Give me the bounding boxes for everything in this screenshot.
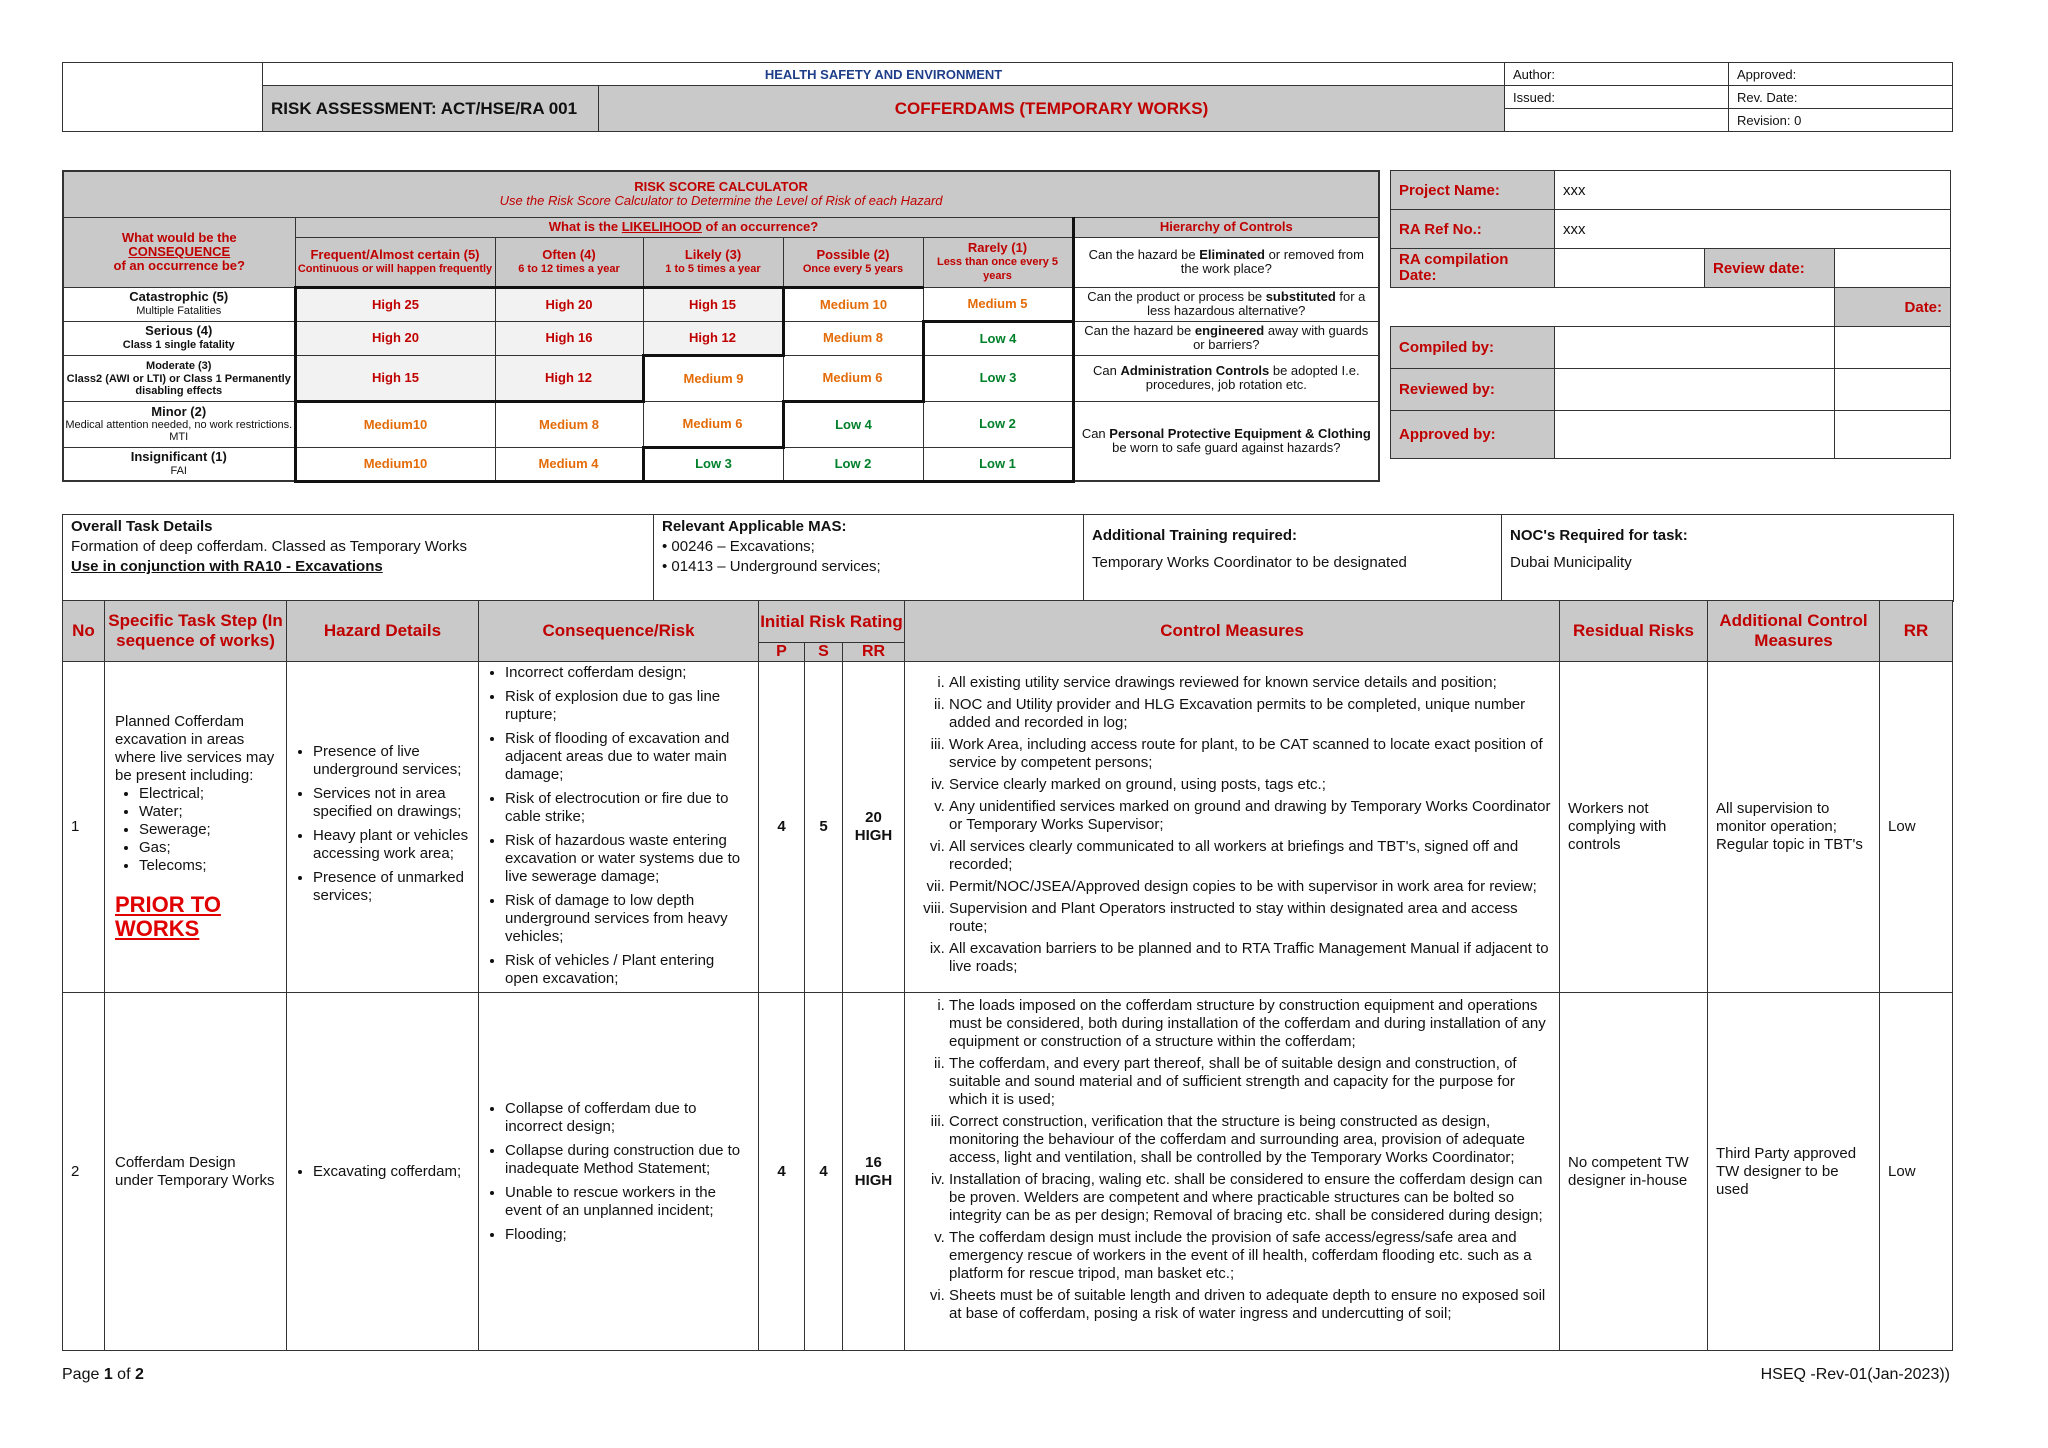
consequence-q-line2: CONSEQUENCE xyxy=(128,244,231,259)
control-item: vi. Sheets must be of suitable length and driven to adequate depth to ensure no exposed soil at base of cofferdam, posing a risk of water ingress and undercutting of soil; xyxy=(949,1287,1551,1323)
consequence-item: • Risk of explosion due to gas line rupture; xyxy=(505,688,750,724)
reviewed-by-label: Reviewed by: xyxy=(1391,369,1555,411)
mas-item: • 00246 – Excavations; xyxy=(662,538,815,555)
matrix-cell: Medium 10 xyxy=(783,287,923,321)
hierarchy-eliminate xyxy=(1073,237,1379,287)
hoc-text: Can the product or process be xyxy=(1087,289,1266,304)
hierarchy-substitute xyxy=(1073,287,1379,321)
matrix-cell: Medium10 xyxy=(295,401,495,447)
matrix-cell: Low 2 xyxy=(923,401,1073,447)
col-hazard: Hazard Details xyxy=(287,601,479,662)
review-date-value[interactable] xyxy=(1835,249,1951,288)
likelihood-q-post: of an occurrence? xyxy=(701,219,819,234)
col-rr-initial: RR xyxy=(843,643,905,662)
hoc-text: for a less hazardous alternative? xyxy=(1147,289,1366,318)
hoc-text: Can xyxy=(1081,425,1110,441)
likelihood-title: Possible (2) xyxy=(816,246,890,262)
consequence-item: • Flooding; xyxy=(505,1226,750,1244)
overall-task-title: Overall Task Details xyxy=(71,518,213,535)
hazard-details xyxy=(287,993,479,1351)
col-additional-control: Additional Control Measures xyxy=(1708,601,1880,662)
likelihood-title: Rarely (1) xyxy=(967,240,1028,255)
severity-title: Minor (2) xyxy=(151,404,207,419)
hoc-keyword: Eliminated xyxy=(1199,247,1265,262)
matrix-cell: Low 4 xyxy=(783,401,923,447)
control-item: iii. Work Area, including access route for plant, to be CAT scanned to locate exact position of service by competent persons; xyxy=(949,736,1551,772)
severity-desc: Class 1 single fatality xyxy=(122,339,235,351)
matrix-cell: Medium 8 xyxy=(495,401,643,447)
control-list xyxy=(913,997,1551,1323)
calculator-title-cell xyxy=(63,171,1379,217)
mas-item: • 01413 – Underground services; xyxy=(662,558,881,575)
additional-training xyxy=(1083,515,1496,601)
overall-task-text: Formation of deep cofferdam. Classed as Temporary Works xyxy=(71,538,468,555)
row-number: 1 xyxy=(63,662,105,993)
compiled-date-value[interactable] xyxy=(1835,327,1951,369)
compiled-by-label: Compiled by: xyxy=(1391,327,1555,369)
matrix-cell: Medium10 xyxy=(295,447,495,481)
control-measures xyxy=(905,662,1560,993)
control-measures xyxy=(905,993,1560,1351)
page-number xyxy=(62,1366,144,1384)
severity-desc: Class2 (AWI or LTI) or Class 1 Permanently disabling effects xyxy=(66,373,291,397)
control-item: i. All existing utility service drawings reviewed for known service details and position; xyxy=(949,674,1551,692)
revision-field: Revision: 0 xyxy=(1729,109,1953,132)
hoc-text: be adopted I.e. procedures, job rotation etc. xyxy=(1145,363,1360,392)
calculator-title: RISK SCORE CALCULATOR xyxy=(634,179,808,195)
hazard-item: • Presence of unmarked services; xyxy=(313,869,470,905)
matrix-cell: High 20 xyxy=(495,287,643,321)
risk-rating xyxy=(843,662,905,993)
hoc-text: Can the hazard be xyxy=(1084,323,1195,338)
ra-compilation-value[interactable] xyxy=(1555,249,1705,288)
hazard-list xyxy=(295,1163,470,1181)
page-total: 2 xyxy=(134,1366,144,1383)
document-revision-ref: HSEQ -Rev-01(Jan-2023)) xyxy=(1760,1366,1950,1383)
project-info-table xyxy=(1390,170,1951,459)
task-text: Planned Cofferdam excavation in areas where live services may be present including: xyxy=(115,713,275,784)
risk-rating-number: 16 xyxy=(865,1153,882,1171)
residual-rr: Low xyxy=(1880,993,1953,1351)
reviewed-by-value[interactable] xyxy=(1555,369,1835,411)
risk-score-calculator xyxy=(62,170,1380,483)
service-item: • Telecoms; xyxy=(139,857,278,875)
residual-rr: Low xyxy=(1880,662,1953,993)
ra-ref-value[interactable]: xxx xyxy=(1555,210,1951,249)
risk-rating xyxy=(843,993,905,1351)
severity-title: Catastrophic (5) xyxy=(129,289,229,304)
likelihood-title: Often (4) xyxy=(542,246,596,262)
risk-rating-word: HIGH xyxy=(854,827,893,844)
author-field: Author: xyxy=(1505,63,1729,86)
hierarchy-ppe xyxy=(1073,401,1379,481)
likelihood-desc: Once every 5 years xyxy=(802,262,904,275)
task-step: Cofferdam Design under Temporary Works xyxy=(105,993,287,1351)
hoc-keyword: Administration Controls xyxy=(1120,363,1270,378)
control-item: vi. All services clearly communicated to all workers at briefings and TBT's, signed off and recorded; xyxy=(949,838,1551,874)
risk-assessment-table xyxy=(62,600,1953,1351)
overall-task-reference: Use in conjunction with RA10 - Excavations xyxy=(71,558,383,575)
hoc-text: Can the hazard be xyxy=(1088,247,1200,262)
matrix-cell: Medium 4 xyxy=(495,447,643,481)
severity-title: Insignificant (1) xyxy=(130,448,227,464)
logo-area xyxy=(63,63,263,132)
hierarchy-engineer xyxy=(1073,321,1379,355)
approved-date-value[interactable] xyxy=(1835,411,1951,459)
severity-catastrophic xyxy=(63,287,295,321)
matrix-cell: Medium 9 xyxy=(643,355,783,401)
matrix-cell: High 15 xyxy=(643,287,783,321)
likelihood-desc: Less than once every 5 years xyxy=(936,256,1059,282)
training-text: Temporary Works Coordinator to be designated xyxy=(1092,554,1407,571)
matrix-cell: High 16 xyxy=(495,321,643,355)
project-name-value[interactable]: xxx xyxy=(1555,171,1951,210)
task-step xyxy=(105,662,287,993)
page-current: 1 xyxy=(103,1366,113,1383)
noc-text: Dubai Municipality xyxy=(1510,554,1632,571)
likelihood-desc: 1 to 5 times a year xyxy=(665,262,761,275)
likelihood-title: Likely (3) xyxy=(684,246,742,262)
hoc-text: away with guards or barriers? xyxy=(1193,323,1369,352)
hazard-item: • Heavy plant or vehicles accessing work area; xyxy=(313,827,470,863)
consequence-risk xyxy=(479,993,759,1351)
control-item: iii. Correct construction, verification that the structure is being constructed as design, monitoring the behaviour of the cofferdam and surrounding area, provision of adequate access, light and ventilation, shall be controlled by the Temporary Works Coordinator; xyxy=(949,1113,1551,1167)
blank-cell xyxy=(1505,109,1729,132)
severity-minor xyxy=(63,401,295,447)
likelihood-q-word: LIKELIHOOD xyxy=(621,219,702,234)
consequence-q-line1: What would be the xyxy=(121,230,237,245)
row-number: 2 xyxy=(63,993,105,1351)
consequence-item: • Collapse during construction due to inadequate Method Statement; xyxy=(505,1142,750,1178)
rev-date-field: Rev. Date: xyxy=(1729,86,1953,109)
probability-value: 4 xyxy=(759,993,805,1351)
matrix-cell: Low 1 xyxy=(923,447,1073,481)
consequence-item: • Risk of hazardous waste entering excavation or water systems due to live sewerage damage; xyxy=(505,832,750,886)
severity-desc: Multiple Fatalities xyxy=(136,305,222,317)
training-title: Additional Training required: xyxy=(1092,527,1298,544)
compiled-by-value[interactable] xyxy=(1555,327,1835,369)
hazard-list xyxy=(295,743,470,905)
matrix-cell: High 20 xyxy=(295,321,495,355)
noc-title: NOC's Required for task: xyxy=(1510,527,1688,544)
likelihood-title: Frequent/Almost certain (5) xyxy=(310,246,480,262)
approved-field: Approved: xyxy=(1729,63,1953,86)
page-pre: Page xyxy=(62,1366,104,1383)
hoc-text: or removed from the work place? xyxy=(1180,247,1364,276)
consequence-q-line3: of an occurrence be? xyxy=(113,258,245,273)
consequence-list xyxy=(487,664,750,988)
service-item: • Sewerage; xyxy=(139,821,278,839)
col-s: S xyxy=(805,643,843,662)
page-mid: of xyxy=(112,1366,135,1383)
col-control-measures: Control Measures xyxy=(905,601,1560,662)
document-title: COFFERDAMS (TEMPORARY WORKS) xyxy=(599,86,1505,132)
likelihood-frequent xyxy=(295,237,495,287)
hazard-item: • Presence of live underground services; xyxy=(313,743,470,779)
consequence-item: • Risk of flooding of excavation and adjacent areas due to water main damage; xyxy=(505,730,750,784)
severity-value: 4 xyxy=(805,993,843,1351)
matrix-cell: Low 4 xyxy=(923,321,1073,355)
severity-value: 5 xyxy=(805,662,843,993)
review-date-label: Review date: xyxy=(1705,249,1835,288)
severity-desc: Medical attention needed, no work restrictions. MTI xyxy=(65,419,293,443)
severity-serious xyxy=(63,321,295,355)
col-no: No xyxy=(63,601,105,662)
approved-by-label: Approved by: xyxy=(1391,411,1555,459)
hierarchy-title: Hierarchy of Controls xyxy=(1073,217,1379,237)
severity-insignificant xyxy=(63,447,295,481)
control-item: v. Any unidentified services marked on ground and drawing by Temporary Works Coordinator or Temporary Works Supervisor; xyxy=(949,798,1551,834)
control-item: iv. Installation of bracing, waling etc. shall be considered to ensure the cofferdam design can be proven. Welders are competent and where practicable structures can be bolted so integrity can be as per design; Removal of bracing etc. shall be considered during design; xyxy=(949,1171,1551,1225)
severity-desc: FAI xyxy=(170,464,187,477)
severity-moderate xyxy=(63,355,295,401)
additional-controls: All supervision to monitor operation; Regular topic in TBT's xyxy=(1708,662,1880,993)
matrix-cell: High 12 xyxy=(495,355,643,401)
matrix-cell: High 25 xyxy=(295,287,495,321)
consequence-item: • Risk of electrocution or fire due to cable strike; xyxy=(505,790,750,826)
likelihood-often xyxy=(495,237,643,287)
likelihood-rarely xyxy=(923,237,1073,287)
matrix-cell: High 15 xyxy=(295,355,495,401)
risk-rating-number: 20 xyxy=(865,809,882,826)
col-initial-rating: Initial Risk Rating xyxy=(759,601,905,643)
likelihood-possible xyxy=(783,237,923,287)
hoc-text: Can xyxy=(1092,363,1121,378)
document-header xyxy=(62,62,1953,132)
likelihood-question xyxy=(295,217,1073,237)
control-item: v. The cofferdam design must include the provision of safe access/egress/safe area and emergency rescue of workers in the event of ill health, cofferdam flooding etc. such as a platform for rescue tripod, man basket etc.; xyxy=(949,1229,1551,1283)
service-item: • Electrical; xyxy=(139,785,278,803)
hoc-text: be worn to safe guard against hazards? xyxy=(1112,439,1341,455)
date-label: Date: xyxy=(1835,288,1951,327)
control-item: ii. NOC and Utility provider and HLG Excavation permits to be completed, unique number added and recorded in log; xyxy=(949,696,1551,732)
consequence-item: • Unable to rescue workers in the event of an unplanned incident; xyxy=(505,1184,750,1220)
overall-task-details xyxy=(71,517,651,603)
hoc-keyword: substituted xyxy=(1265,289,1336,304)
control-item: viii. Supervision and Plant Operators instructed to stay within designated area and access route; xyxy=(949,900,1551,936)
likelihood-likely xyxy=(643,237,783,287)
service-item: • Gas; xyxy=(139,839,278,857)
noc-required xyxy=(1501,515,1952,601)
project-name-label: Project Name: xyxy=(1391,171,1555,210)
matrix-cell: Low 2 xyxy=(783,447,923,481)
blank-cell xyxy=(1391,288,1835,327)
hazard-item: • Excavating cofferdam; xyxy=(313,1163,470,1181)
likelihood-q-pre: What is the xyxy=(548,219,622,234)
service-item: • Water; xyxy=(139,803,278,821)
approved-by-value[interactable] xyxy=(1555,411,1835,459)
control-item: vii. Permit/NOC/JSEA/Approved design copies to be with supervisor in work area for review; xyxy=(949,878,1551,896)
hierarchy-administration xyxy=(1073,355,1379,401)
consequence-item: • Risk of vehicles / Plant entering open excavation; xyxy=(505,952,750,988)
residual-risks: No competent TW designer in-house xyxy=(1560,993,1708,1351)
severity-title: Moderate (3) xyxy=(146,360,212,372)
reviewed-date-value[interactable] xyxy=(1835,369,1951,411)
ra-number: RISK ASSESSMENT: ACT/HSE/RA 001 xyxy=(263,86,599,132)
consequence-question xyxy=(63,217,295,287)
consequence-item: • Risk of damage to low depth underground services from heavy vehicles; xyxy=(505,892,750,946)
severity-title: Serious (4) xyxy=(145,323,213,338)
consequence-item: • Collapse of cofferdam due to incorrect design; xyxy=(505,1100,750,1136)
matrix-cell: High 12 xyxy=(643,321,783,355)
relevant-mas xyxy=(653,515,1090,601)
matrix-cell: Medium 6 xyxy=(643,401,783,447)
control-item: ii. The cofferdam, and every part thereof, shall be of suitable design and construction, of suitable and sound material and of sufficient strength and capacity for the purpose for which it is used; xyxy=(949,1055,1551,1109)
col-p: P xyxy=(759,643,805,662)
calculator-subtitle: Use the Risk Score Calculator to Determine the Level of Risk of each Hazard xyxy=(499,193,943,209)
col-residual-risks: Residual Risks xyxy=(1560,601,1708,662)
likelihood-desc: 6 to 12 times a year xyxy=(518,262,620,275)
table-row xyxy=(63,993,1953,1351)
consequence-item: • Incorrect cofferdam design; xyxy=(505,664,750,682)
hoc-keyword: engineered xyxy=(1194,323,1265,338)
control-list xyxy=(913,674,1551,976)
matrix-cell: Low 3 xyxy=(643,447,783,481)
mas-item-text: 01413 – Underground services; xyxy=(671,558,881,575)
col-rr: RR xyxy=(1880,601,1953,662)
matrix-cell: Medium 8 xyxy=(783,321,923,355)
matrix-cell: Medium 6 xyxy=(783,355,923,401)
probability-value: 4 xyxy=(759,662,805,993)
task-details xyxy=(62,514,1954,602)
service-list xyxy=(115,785,278,875)
consequence-risk xyxy=(479,662,759,993)
ra-ref-label: RA Ref No.: xyxy=(1391,210,1555,249)
table-row xyxy=(63,662,1953,993)
matrix-cell: Low 3 xyxy=(923,355,1073,401)
hse-title: HEALTH SAFETY AND ENVIRONMENT xyxy=(263,63,1505,86)
residual-risks: Workers not complying with controls xyxy=(1560,662,1708,993)
hazard-item: • Services not in area specified on drawings; xyxy=(313,785,470,821)
col-consequence: Consequence/Risk xyxy=(479,601,759,662)
likelihood-desc: Continuous or will happen frequently xyxy=(297,262,493,275)
consequence-list xyxy=(487,1100,750,1244)
additional-controls: Third Party approved TW designer to be used xyxy=(1708,993,1880,1351)
ra-compilation-label: RA compilation Date: xyxy=(1391,249,1555,288)
hazard-details xyxy=(287,662,479,993)
control-item: ix. All excavation barriers to be planned and to RTA Traffic Management Manual if adjacent to live roads; xyxy=(949,940,1551,976)
control-item: iv. Service clearly marked on ground, using posts, tags etc.; xyxy=(949,776,1551,794)
mas-item-text: 00246 – Excavations; xyxy=(671,538,815,555)
mas-title: Relevant Applicable MAS: xyxy=(662,518,847,535)
issued-field: Issued: xyxy=(1505,86,1729,109)
hoc-keyword: Personal Protective Equipment & Clothing xyxy=(1109,425,1371,441)
control-item: i. The loads imposed on the cofferdam structure by construction equipment and operations must be considered, both during installation of the cofferdam and during installation of any equipment or construction of a structure within the cofferdam; xyxy=(949,997,1551,1051)
risk-rating-word: HIGH xyxy=(854,1171,893,1189)
prior-to-works-note: PRIOR TO WORKS xyxy=(115,892,221,941)
col-task-step: Specific Task Step (In sequence of works) xyxy=(105,601,287,662)
matrix-cell: Medium 5 xyxy=(923,287,1073,321)
